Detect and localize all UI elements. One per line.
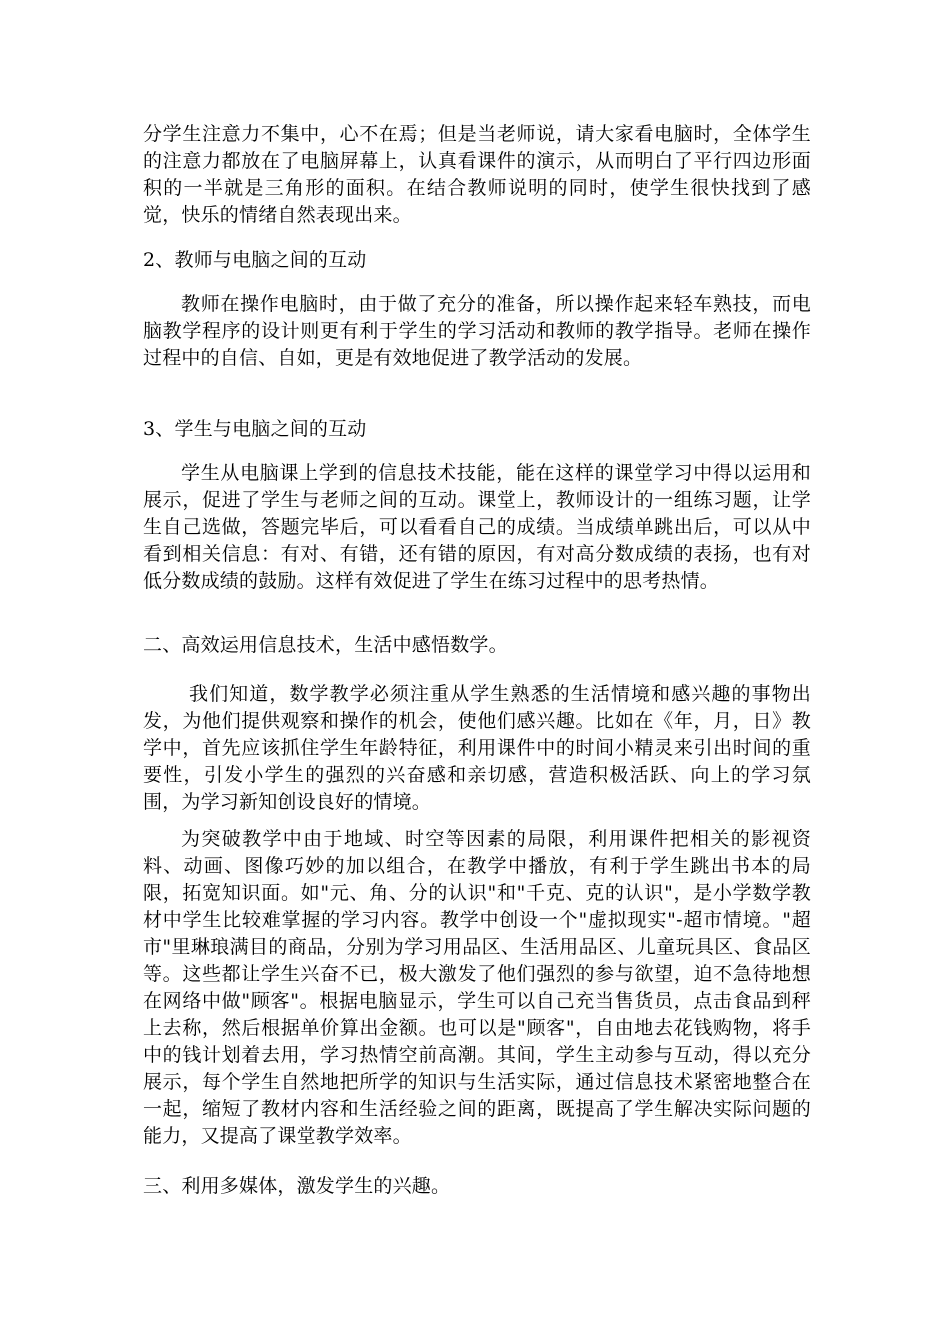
heading-section-three: 三、利用多媒体，激发学生的兴趣。 — [143, 1175, 451, 1197]
paragraph-life-math: 我们知道，数学教学必须注重从学生熟悉的生活情境和感兴趣的事物出发，为他们提供观察和操作的机会，使他们感兴趣。比如在《年，月，日》教学中，首先应该抓住学生年龄特征，利用课件中的时间小精灵来引出时间的重要性，引发小学生的强烈的兴奋感和亲切感，营造积极活跃、向上的学习氛围，为学习新知创设良好的情境。 — [143, 683, 811, 813]
paragraph-teacher-computer: 教师在操作电脑时，由于做了充分的准备，所以操作起来轻车熟技，而电脑教学程序的设计则更有利于学生的学习活动和教师的教学指导。老师在操作过程中的自信、自如，更是有效地促进了教学活动的发展。 — [143, 293, 811, 369]
heading-teacher-computer-interaction: 2、教师与电脑之间的互动 — [143, 249, 367, 271]
paragraph-student-computer: 学生从电脑课上学到的信息技术技能，能在这样的课堂学习中得以运用和展示，促进了学生与老师之间的互动。课堂上，教师设计的一组练习题，让学生自己选做，答题完毕后，可以看看自己的成绩。当成绩单跳出后，可以从中看到相关信息：有对、有错，还有错的原因，有对高分数成绩的表扬，也有对低分数成绩的鼓励。这样有效促进了学生在练习过程中的思考热情。 — [143, 462, 811, 592]
heading-student-computer-interaction: 3、学生与电脑之间的互动 — [143, 418, 367, 440]
paragraph-supermarket-scenario: 为突破教学中由于地域、时空等因素的局限，利用课件把相关的影视资料、动画、图像巧妙的加以组合，在教学中播放，有利于学生跳出书本的局限，拓宽知识面。如"元、角、分的认识"和"千克、克的认识"，是小学数学教材中学生比较难掌握的学习内容。教学中创设一个"虚拟现实"-超市情境。"超市"里琳琅满目的商品，分别为学习用品区、生活用品区、儿童玩具区、食品区等。这些都让学生兴奋不已，极大激发了他们强烈的参与欲望，迫不急待地想在网络中做"顾客"。根据电脑显示，学生可以自己充当售货员，点击食品到秤上去称，然后根据单价算出金额。也可以是"顾客"，自由地去花钱购物，将手中的钱计划着去用，学习热情空前高潮。其间，学生主动参与互动，得以充分展示，每个学生自然地把所学的知识与生活实际，通过信息技术紧密地整合在一起，缩短了教材内容和生活经验之间的距离，既提高了学生解决实际问题的能力，又提高了课堂教学效率。 — [143, 828, 811, 1147]
heading-section-two: 二、高效运用信息技术，生活中感悟数学。 — [143, 634, 508, 656]
paragraph-continued-intro: 分学生注意力不集中，心不在焉；但是当老师说，请大家看电脑时，全体学生的注意力都放在了电脑屏幕上，认真看课件的演示，从而明白了平行四边形面积的一半就是三角形的面积。在结合教师说明的同时，使学生很快找到了感觉，快乐的情绪自然表现出来。 — [143, 123, 811, 226]
